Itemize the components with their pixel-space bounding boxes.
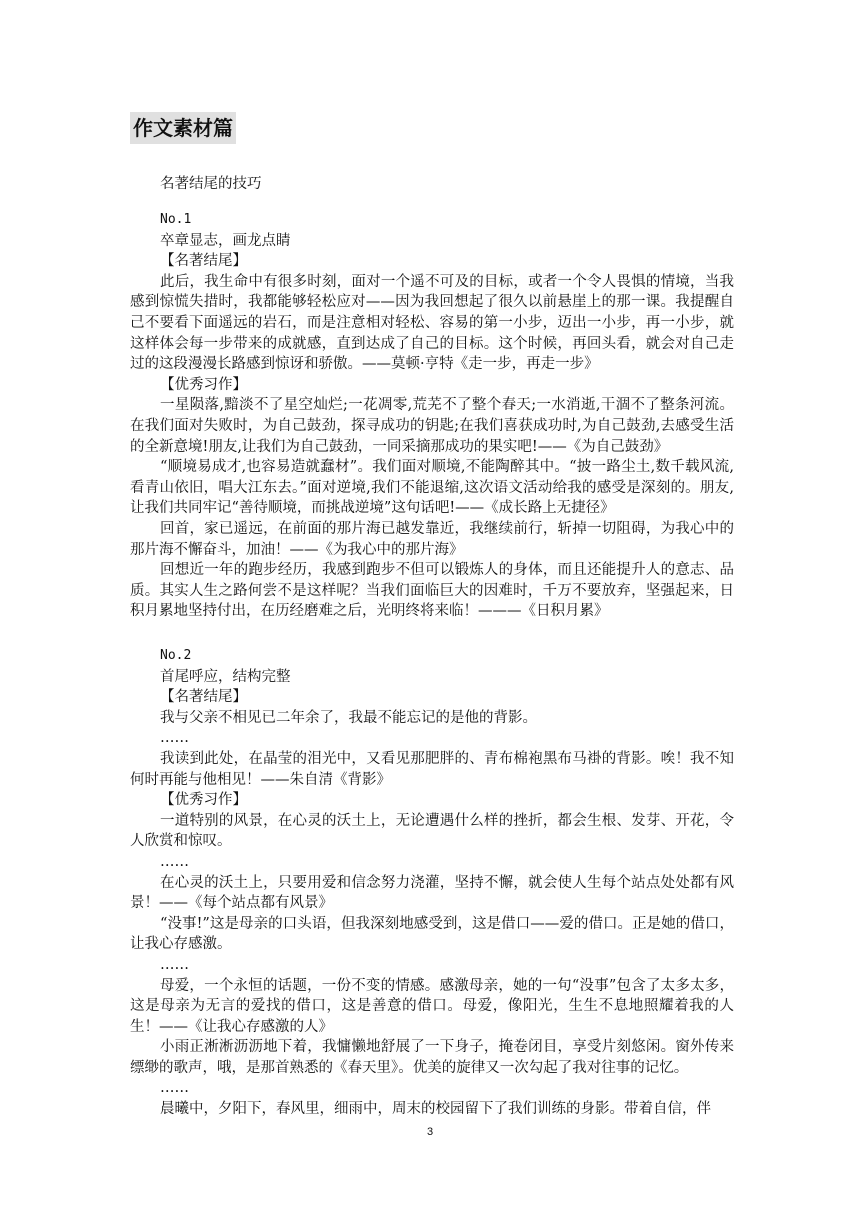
section-2-number: No.2 <box>160 648 192 663</box>
section-1-classic-text: 此后，我生命中有很多时刻，面对一个遥不可及的目标，或者一个令人畏惧的情境，当我感到惊慌失措时，我都能够轻松应对——因为我回想起了很久以前悬崖上的那一课。我提醒自己不要看下面遥远的岩石，而是注意相对轻松、容易的第一小步，迈出一小步，再一小步，就这样体会每一步带来的成就感，直到达成了自己的目标。这个时候，再回头看，就会对自己走过的这段漫漫长路感到惊讶和骄傲。——莫顿·亨特《走一步，再走一步》 <box>130 273 734 373</box>
ellipsis: …… <box>160 853 189 870</box>
section-1-heading: 卒章显志，画龙点睛 <box>160 232 291 249</box>
section-1-tag-excellent: 【优秀习作】 <box>160 376 247 393</box>
ellipsis: …… <box>160 730 189 747</box>
section-2-essay: 在心灵的沃土上，只要用爱和信念努力浇灌，坚持不懈，就会使人生每个站点处处都有风景！——《每个站点都有风景》 <box>130 874 734 912</box>
section-1-essay: 回首，家已遥远，在前面的那片海已越发靠近，我继续前行，斩掉一切阻碍，为我心中的那片海不懈奋斗，加油！——《为我心中的那片海》 <box>130 520 734 558</box>
section-1-tag-classic: 【名著结尾】 <box>160 253 247 270</box>
ellipsis: …… <box>160 956 189 973</box>
section-2-tag-classic: 【名著结尾】 <box>160 689 247 706</box>
section-2 <box>130 646 734 1120</box>
section-2-essay: 一道特别的风景，在心灵的沃土上，无论遭遇什么样的挫折，都会生根、发芽、开花，令人欣赏和惊叹。 <box>130 812 734 850</box>
section-2-essay: 母爱，一个永恒的话题，一份不变的情感。感激母亲，她的一句“没事”包含了太多太多，这是母亲为无言的爱找的借口，这是善意的借口。母爱，像阳光，生生不息地照耀着我的人生！——《让我心存感激的人》 <box>130 977 734 1035</box>
ellipsis: …… <box>160 1080 189 1097</box>
section-2-essay: 晨曦中，夕阳下，春风里，细雨中，周末的校园留下了我们训练的身影。带着自信，伴 <box>160 1101 711 1118</box>
section-2-heading: 首尾呼应，结构完整 <box>160 668 291 685</box>
section-2-classic-line: 我与父亲不相见已二年余了，我最不能忘记的是他的背影。 <box>160 709 537 726</box>
section-2-classic-line: 我读到此处，在晶莹的泪光中，又看见那肥胖的、青布棉袍黑布马褂的背影。唉！我不知何时再能与他相见！——朱自清《背影》 <box>130 750 734 788</box>
section-1-number: No.1 <box>160 212 192 227</box>
section-1 <box>130 210 734 622</box>
section-2-essay: 小雨正淅淅沥沥地下着，我慵懒地舒展了一下身子，掩卷闭目，享受片刻悠闲。窗外传来缥缈的歌声，哦，是那首熟悉的《春天里》。优美的旋律又一次勾起了我对往事的记忆。 <box>130 1039 734 1076</box>
section-2-essay: “没事!”这是母亲的口头语，但我深刻地感受到，这是借口——爱的借口。正是她的借口，让我心存感激。 <box>130 915 734 953</box>
subtitle: 名著结尾的技巧 <box>160 176 262 192</box>
section-2-tag-excellent: 【优秀习作】 <box>160 792 247 809</box>
section-1-essay: 一星陨落,黯淡不了星空灿烂;一花凋零,荒芜不了整个春天;一水消逝,干涸不了整条河流。在我们面对失败时，为自己鼓劲，探寻成功的钥匙;在我们喜获成功时,为自己鼓劲,去感受生活的全新意境!朋友,让我们为自己鼓劲，一同采摘那成功的果实吧!——《为自己鼓劲》 <box>130 397 734 455</box>
section-1-essay: “顺境易成才,也容易造就蠢材”。我们面对顺境,不能陶醉其中。“披一路尘土,数千载风流,看青山依旧，唱大江东去。”面对逆境,我们不能退缩,这次语文活动给我的感受是深刻的。朋友,让我们共同牢记“善待顺境，而挑战逆境”这句话吧!——《成长路上无捷径》 <box>130 459 734 517</box>
section-1-essay: 回想近一年的跑步经历，我感到跑步不但可以锻炼人的身体，而且还能提升人的意志、品质。其实人生之路何尝不是这样呢？当我们面临巨大的因难时，千万不要放弃，坚强起来，日积月累地坚持付出，在历经磨难之后，光明终将来临！———《日积月累》 <box>130 562 734 620</box>
page-title: 作文素材篇 <box>130 112 236 144</box>
page-number: 3 <box>426 1126 434 1138</box>
